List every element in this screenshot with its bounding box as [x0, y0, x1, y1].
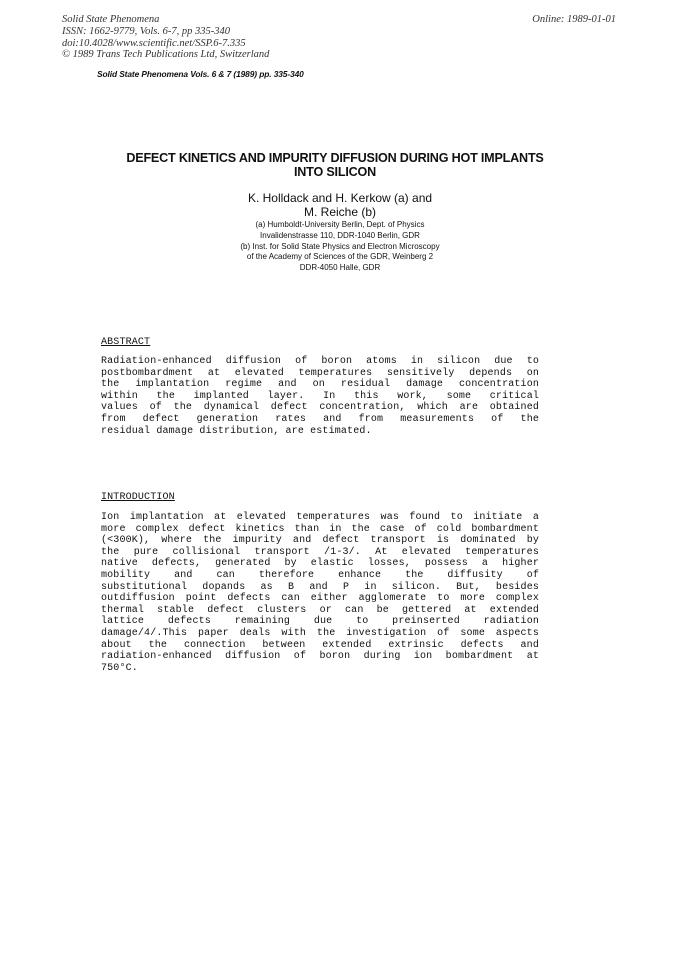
publication-issn: ISSN: 1662-9779, Vols. 6-7, pp 335-340: [62, 25, 230, 37]
paper-title: [70, 151, 600, 179]
title-line: INTO SILICON: [293, 165, 377, 179]
publication-journal: Solid State Phenomena: [62, 14, 160, 25]
introduction-line: the pure collisional transport /1-3/. At elevated temperatures: [101, 546, 539, 558]
introduction-line: 750°C.: [101, 662, 138, 674]
publication-copyright: © 1989 Trans Tech Publications Ltd, Switzerland: [62, 49, 270, 61]
abstract-body: [101, 356, 539, 437]
affiliation-line: of the Academy of Sciences of the GDR, Weinberg 2: [246, 252, 434, 262]
abstract-line: within the implanted layer. In this work, some critical: [101, 390, 539, 402]
title-line: DEFECT KINETICS AND IMPURITY DIFFUSION DURING HOT IMPLANTS: [126, 151, 544, 165]
affiliation-line: DDR-4050 Halle, GDR: [299, 263, 381, 273]
abstract-line: from defect generation rates and from measurements of the: [101, 413, 539, 425]
introduction-body: [101, 512, 539, 674]
introduction-line: mobility and can therefore enhance the diffusity of: [101, 569, 539, 581]
affiliation-line: (b) Inst. for Solid State Physics and Electron Microscopy: [240, 241, 440, 251]
publication-doi: doi:10.4028/www.scientific.net/SSP.6-7.335: [62, 37, 246, 49]
introduction-line: damage/4/.This paper deals with the investigation of some aspects: [101, 627, 539, 639]
introduction-heading: INTRODUCTION: [101, 492, 175, 503]
introduction-line: thermal stable defect clusters or can be gettered at extended: [101, 604, 539, 616]
authors-line: K. Holldack and H. Kerkow (a) and: [247, 191, 433, 205]
introduction-line: about the connection between extended extrinsic defects and: [101, 639, 539, 651]
introduction-line: (<300K), where the impurity and defect transport is dominated by: [101, 535, 539, 547]
publication-info: [62, 14, 269, 61]
authors-line: M. Reiche (b): [303, 205, 377, 219]
introduction-line: more complex defect kinetics than in the case of cold bombardment: [101, 523, 539, 535]
affiliation-line: Invalidenstrasse 110, DDR-1040 Berlin, GDR: [260, 230, 420, 240]
introduction-line: outdiffusion point defects can either agglomerate to more complex: [101, 593, 539, 605]
introduction-line: native defects, generated by elastic losses, possess a higher: [101, 558, 539, 570]
introduction-line: Ion implantation at elevated temperatures was found to initiate a: [101, 512, 539, 523]
abstract-heading: ABSTRACT: [101, 337, 151, 348]
abstract-line: values of the dynamical defect concentration, which are obtained: [101, 402, 539, 414]
introduction-line: lattice defects remaining due to preinserted radiation: [101, 616, 539, 628]
introduction-line: radiation-enhanced diffusion of boron during ion bombardment at: [101, 651, 539, 663]
abstract-line: the implantation regime and on residual damage concentration: [101, 379, 539, 391]
abstract-line: residual damage distribution, are estimated.: [101, 425, 372, 437]
authors: [140, 191, 540, 219]
online-date: Online: 1989-01-01: [532, 14, 616, 25]
introduction-line: substitutional dopands as B and P in silicon. But, besides: [101, 581, 539, 593]
affiliation-line: (a) Humboldt-University Berlin, Dept. of Physics: [255, 220, 425, 229]
abstract-line: Radiation-enhanced diffusion of boron atoms in silicon due to: [101, 356, 539, 367]
journal-volume-line: Solid State Phenomena Vols. 6 & 7 (1989) pp. 335-340: [97, 69, 304, 79]
affiliations: [140, 220, 540, 274]
abstract-line: postbombardment at elevated temperatures sensitively depends on: [101, 367, 539, 379]
